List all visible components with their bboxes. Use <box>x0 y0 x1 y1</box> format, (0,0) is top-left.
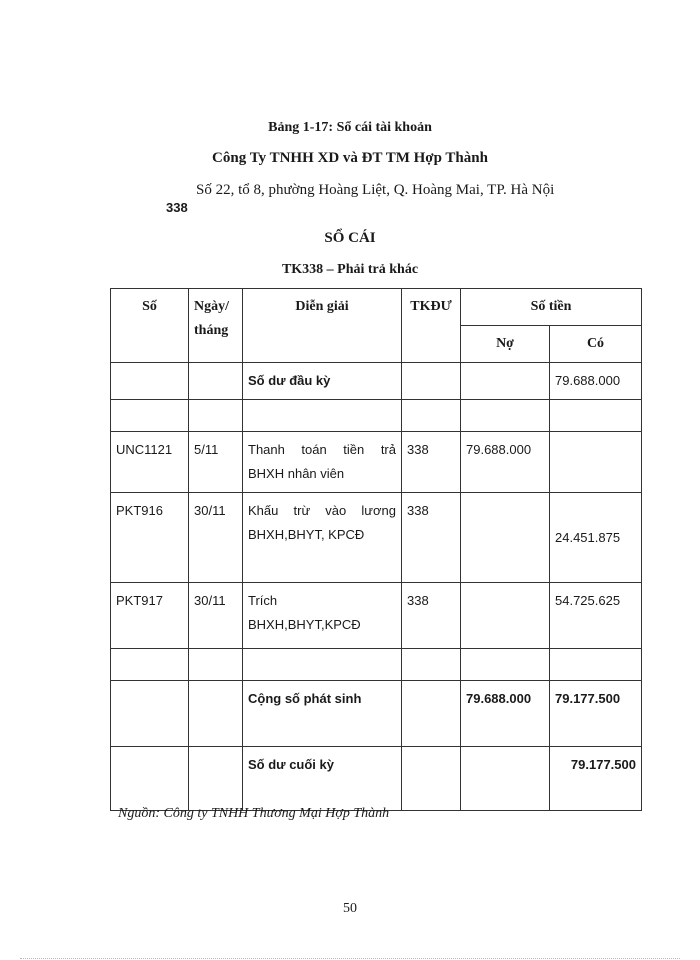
cell-ngay <box>189 649 243 681</box>
header-tkdu: TKĐƯ <box>402 289 461 363</box>
table-caption: Bảng 1-17: Sổ cái tài khoản <box>268 120 432 135</box>
cell-co <box>550 493 642 583</box>
account-title: TK338 – Phải trả khác <box>281 262 419 277</box>
cell-so <box>111 747 189 811</box>
cell-dien-giai <box>243 649 402 681</box>
cell-tkdu: 338 <box>402 583 461 649</box>
cell-dien-giai: Số dư cuối kỳ <box>243 747 402 811</box>
company-name: Công Ty TNHH XD và ĐT TM Hợp Thành <box>212 150 488 166</box>
cell-so <box>111 681 189 747</box>
cell-no <box>461 583 550 649</box>
cell-ngay <box>189 400 243 432</box>
page-number: 50 <box>343 901 357 916</box>
cell-dien-giai: Khấu trừ vào lương BHXH,BHYT, KPCĐ <box>243 493 402 583</box>
header-so-tien: Số tiền <box>461 289 642 326</box>
cell-co-value: 24.451.875 <box>555 529 621 545</box>
cell-dien-giai <box>243 400 402 432</box>
header-co: Có <box>550 326 642 363</box>
cell-tkdu <box>402 649 461 681</box>
header-so: Số <box>111 289 189 363</box>
cell-ngay <box>189 363 243 400</box>
cell-so <box>111 649 189 681</box>
table-row <box>111 649 642 681</box>
cell-no <box>461 400 550 432</box>
table-row <box>111 747 642 811</box>
account-code-label: 338 <box>166 200 188 215</box>
cell-co <box>550 649 642 681</box>
company-address: Số 22, tổ 8, phường Hoàng Liệt, Q. Hoàng Mai, TP. Hà Nội <box>196 182 555 198</box>
page-divider <box>20 958 680 959</box>
cell-no: 79.688.000 <box>461 432 550 493</box>
cell-tkdu <box>402 681 461 747</box>
table-row <box>111 432 642 493</box>
header-no: Nợ <box>461 326 550 363</box>
table-row <box>111 681 642 747</box>
cell-ngay <box>189 747 243 811</box>
cell-co <box>550 432 642 493</box>
cell-tkdu <box>402 363 461 400</box>
cell-ngay: 30/11 <box>189 583 243 649</box>
cell-tkdu: 338 <box>402 493 461 583</box>
cell-so: PKT916 <box>111 493 189 583</box>
cell-no <box>461 649 550 681</box>
ledger-table <box>110 288 642 811</box>
cell-co: 54.725.625 <box>550 583 642 649</box>
cell-co: 79.688.000 <box>550 363 642 400</box>
cell-no <box>461 363 550 400</box>
cell-dien-giai: Trích BHXH,BHYT,KPCĐ <box>243 583 402 649</box>
cell-co: 79.177.500 <box>550 681 642 747</box>
cell-tkdu: 338 <box>402 432 461 493</box>
table-row <box>111 363 642 400</box>
cell-so: PKT917 <box>111 583 189 649</box>
table-row <box>111 400 642 432</box>
cell-tkdu <box>402 747 461 811</box>
source-note: Nguồn: Công ty TNHH Thương Mại Hợp Thành <box>118 806 390 821</box>
cell-so <box>111 400 189 432</box>
cell-so: UNC1121 <box>111 432 189 493</box>
cell-dien-giai: Cộng số phát sinh <box>243 681 402 747</box>
cell-no <box>461 747 550 811</box>
table-row <box>111 493 642 583</box>
cell-no <box>461 493 550 583</box>
cell-dien-giai: Thanh toán tiền trả BHXH nhân viên <box>243 432 402 493</box>
header-ngay-thang: Ngày/ tháng <box>189 289 243 363</box>
cell-dien-giai: Số dư đầu kỳ <box>243 363 402 400</box>
header-dien-giai: Diễn giải <box>243 289 402 363</box>
cell-ngay <box>189 681 243 747</box>
cell-co <box>550 400 642 432</box>
cell-no: 79.688.000 <box>461 681 550 747</box>
cell-tkdu <box>402 400 461 432</box>
cell-so <box>111 363 189 400</box>
cell-ngay: 5/11 <box>189 432 243 493</box>
cell-ngay: 30/11 <box>189 493 243 583</box>
table-row <box>111 583 642 649</box>
ledger-title: SỔ CÁI <box>324 230 376 246</box>
header-row <box>111 289 642 326</box>
cell-co: 79.177.500 <box>550 747 642 811</box>
